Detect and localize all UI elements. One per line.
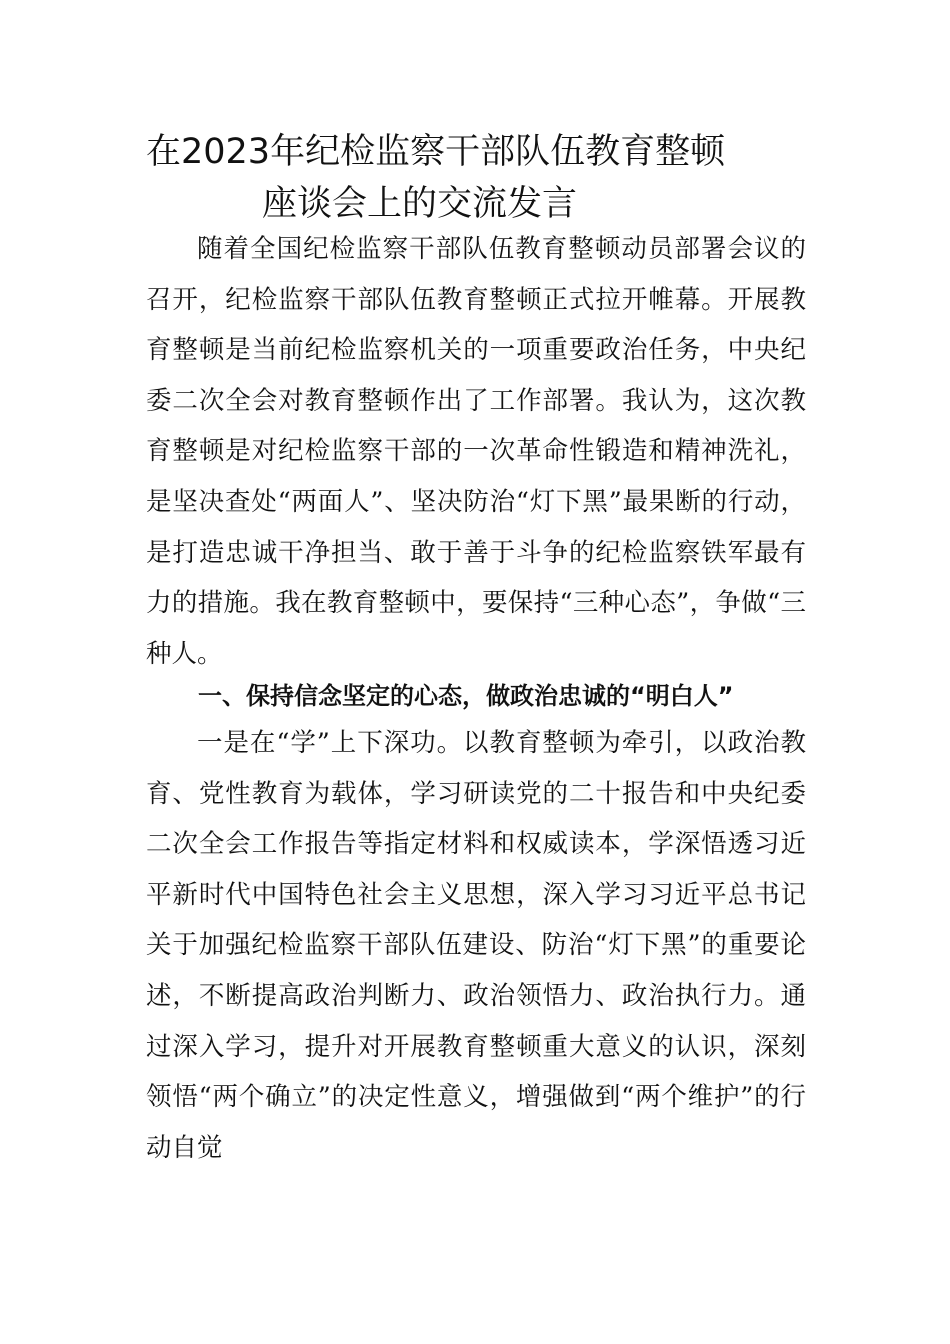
- body-paragraph-study: 一是在“学”上下深功。以教育整顿为牵引，以政治教育、党性教育为载体，学习研读党的二十报告和中央纪委二次全会工作报告等指定材料和权威读本，学深悟透习近平新时代中国特色社会主义思想，深入学习习近平总书记关于加强纪检监察干部队伍建设、防治“灯下黑”的重要论述，不断提高政治判断力、政治领悟力、政治执行力。通过深入学习，提升对开展教育整顿重大意义的认识，深刻领悟“两个确立”的决定性意义，增强做到“两个维护”的行动自觉: [146, 728, 806, 1163]
- body-paragraph-intro: 随着全国纪检监察干部队伍教育整顿动员部署会议的召开，纪检监察干部队伍教育整顿正式拉开帷幕。开展教育整顿是当前纪检监察机关的一项重要政治任务，中央纪委二次全会对教育整顿作出了工作部署。我认为，这次教育整顿是对纪检监察干部的一次革命性锻造和精神洗礼，是坚决查处“两面人”、坚决防治“灯下黑”最果断的行动，是打造忠诚干净担当、敢于善于斗争的纪检监察铁军最有力的措施。我在教育整顿中，要保持“三种心态”，争做“三种人。: [146, 234, 806, 669]
- section-heading-1: 一、保持信念坚定的心态，做政治忠诚的“明白人”: [198, 682, 734, 710]
- document-title-line-2: 座谈会上的交流发言: [262, 184, 578, 224]
- document-title-line-1: 在2023年纪检监察干部队伍教育整顿: [146, 132, 726, 172]
